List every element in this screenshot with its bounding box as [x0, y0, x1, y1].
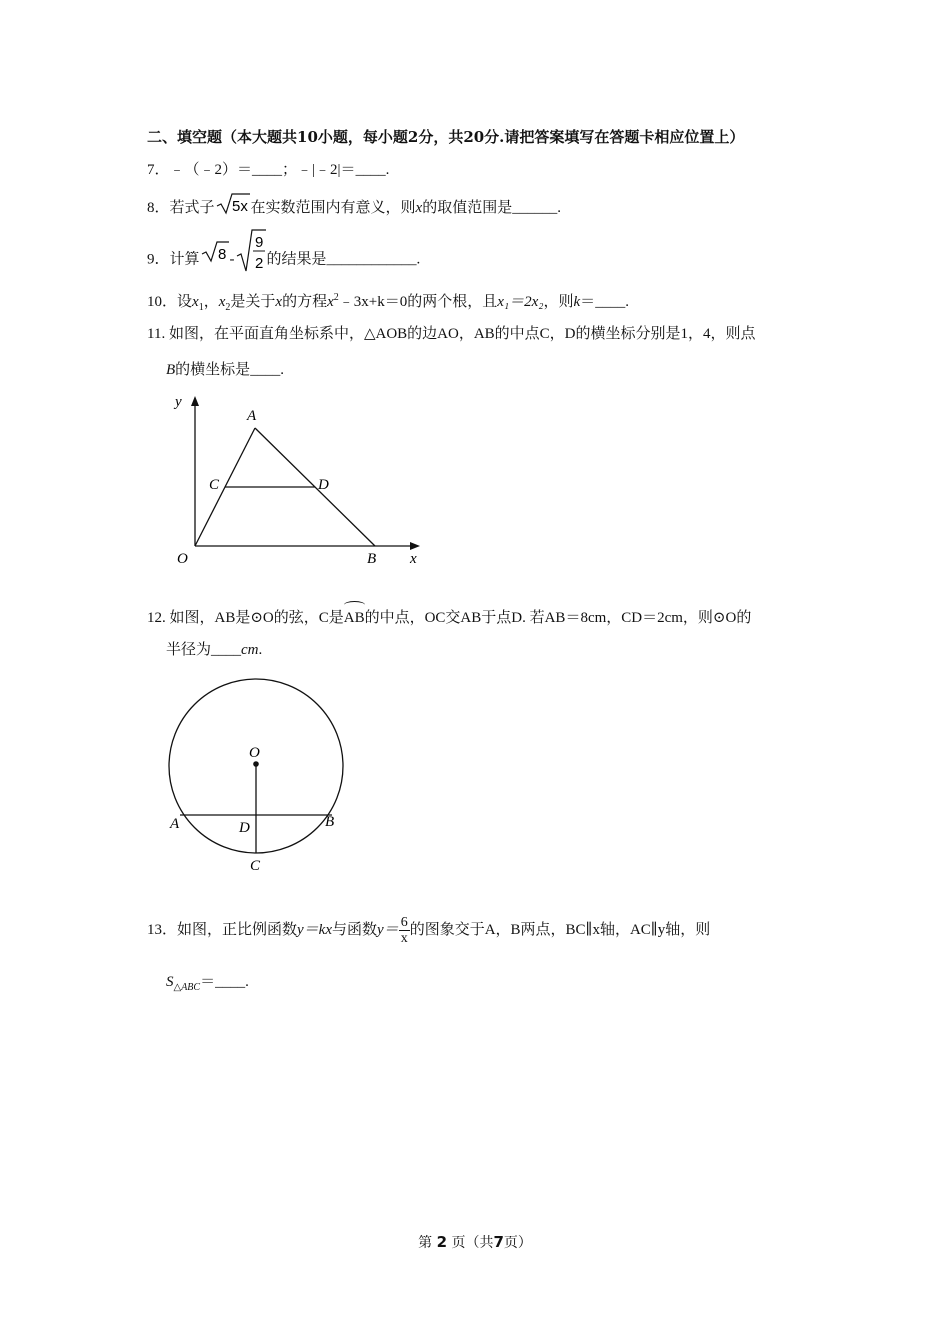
- q11-coordinate-figure: [165, 388, 435, 578]
- question-8: [147, 192, 561, 225]
- q10-end: .: [625, 294, 629, 310]
- section-heading: 二、填空题（本大题共10小题，每小题2分，共20分.请把答案填写在答题卡相应位置上）: [147, 128, 745, 146]
- q10-comma: ，: [203, 294, 219, 310]
- q10-text1: 是关于: [230, 294, 276, 310]
- q9-frac-den: 2: [254, 255, 263, 272]
- question-10: [147, 288, 629, 318]
- label-c: C: [209, 477, 220, 493]
- q13-frac-den: x: [400, 931, 408, 947]
- question-11-line2: [166, 360, 284, 380]
- q8-text2: 的取值范围是: [422, 199, 513, 216]
- question-7: [147, 160, 389, 180]
- q10-x1: x: [192, 294, 199, 310]
- label-b: B: [367, 551, 377, 567]
- q11-blank: ____: [250, 362, 281, 378]
- label-d: D: [318, 477, 329, 493]
- q13-eq: ＝: [200, 974, 216, 990]
- q7-end: .: [385, 162, 390, 178]
- label-o: O: [249, 745, 260, 761]
- q12-text2: 的中点，OC交AB于点D. 若AB＝8cm，CD＝2cm，则⊙O的: [364, 610, 752, 626]
- q7-expr1: ﹣（﹣2）＝: [169, 162, 253, 178]
- q13-text1: 13．如图，正比例函数: [147, 922, 298, 938]
- q13-text3: 的图象交于A，B两点，BC∥x轴，AC∥y轴，则: [409, 922, 711, 938]
- q12-unit: cm: [241, 642, 259, 658]
- sqrt-symbol-icon: [215, 192, 251, 216]
- footer-total-pages: 7: [493, 1233, 504, 1251]
- q9-text: 的结果是: [266, 251, 327, 268]
- q11-text: 的横坐标是: [175, 362, 251, 378]
- footer-text3: 页）: [503, 1235, 532, 1251]
- q11-end: .: [280, 362, 284, 378]
- footer-page-number: 2: [436, 1233, 447, 1251]
- q7-number: 7．: [147, 162, 170, 178]
- label-c: C: [250, 858, 261, 874]
- q13-blank: ____: [215, 974, 246, 990]
- q9-blank: ____________: [326, 251, 417, 268]
- label-d: D: [239, 820, 250, 836]
- q10-eq-x: x: [327, 294, 334, 310]
- y-axis-arrow-icon: [191, 396, 199, 406]
- q10-eq: ＝: [580, 294, 596, 310]
- question-12-line1: [147, 603, 751, 629]
- q13-func1: y＝kx: [297, 922, 332, 938]
- q9-end: .: [416, 251, 421, 268]
- q10-number: 10．设: [147, 294, 193, 310]
- q8-blank: ______: [512, 199, 558, 216]
- q13-func2: y＝: [377, 922, 399, 938]
- q13-frac-num: 6: [400, 915, 408, 931]
- q7-blank2: ____: [355, 162, 386, 178]
- label-a: A: [247, 408, 257, 424]
- q9-radicand: 8: [217, 246, 226, 263]
- q8-sqrt: [215, 192, 251, 225]
- q13-s-sub: △ABC: [173, 982, 201, 993]
- q9-minus: -: [229, 251, 235, 268]
- label-x: x: [410, 551, 417, 567]
- q10-x2: x: [218, 294, 226, 310]
- sqrt-symbol-icon: [235, 228, 267, 274]
- q10-sub1: 1: [198, 302, 204, 313]
- q10-var: x: [275, 294, 283, 310]
- q12-end: .: [258, 642, 263, 658]
- q10-text2: 的方程: [282, 294, 328, 310]
- sqrt-symbol-icon: [200, 240, 230, 264]
- question-11-line1: 11. 如图，在平面直角坐标系中，△AOB的边AO，AB的中点C，D的横坐标分别是1，4，则点: [147, 326, 756, 342]
- question-12-line2: [166, 640, 262, 660]
- footer-text2: 页（共: [451, 1235, 494, 1251]
- q11-var-b: B: [166, 362, 176, 378]
- q9-sqrt8: [200, 238, 230, 282]
- q7-sep: ；: [282, 162, 298, 178]
- q12-text1: 12. 如图，AB是⊙O的弦，C是: [147, 610, 344, 626]
- q12-blank: ____: [211, 642, 242, 658]
- q10-text4: ，则: [543, 294, 574, 310]
- q13-s: S: [166, 974, 174, 990]
- label-y: y: [175, 394, 182, 410]
- q10-sup: 2: [333, 292, 339, 303]
- label-a: A: [170, 816, 180, 832]
- q9-number: 9．计算: [147, 251, 200, 268]
- label-b: B: [325, 814, 335, 830]
- question-13-line2: [166, 972, 249, 998]
- x-axis-arrow-icon: [410, 542, 420, 550]
- q10-k: k: [573, 294, 581, 310]
- label-o: O: [177, 551, 188, 567]
- q13-text2: 与函数: [332, 922, 378, 938]
- q10-sub2: 2: [225, 302, 231, 313]
- q10-eq-rest: ﹣3x+k＝0: [338, 294, 408, 310]
- q13-fraction: [399, 915, 410, 946]
- question-13-line1: [147, 910, 710, 950]
- q10-text3: 的两个根，且: [407, 294, 498, 310]
- question-9: [147, 228, 420, 292]
- q12-circle-figure: [160, 670, 360, 880]
- q8-text1: 在实数范围内有意义，则: [250, 199, 416, 216]
- q10-relation: x₁＝2x₂: [497, 294, 544, 310]
- q8-number: 8．若式子: [147, 199, 215, 216]
- q8-var: x: [415, 199, 423, 216]
- q12-text3: 半径为: [166, 642, 212, 658]
- q8-end: .: [557, 199, 561, 216]
- q9-frac-num: 9: [254, 234, 263, 251]
- q13-end: .: [245, 974, 249, 990]
- q9-sqrt-frac: [235, 228, 267, 292]
- q10-blank: ____: [595, 294, 626, 310]
- center-point-icon: [253, 761, 259, 767]
- q12-arc-ab: AB: [344, 603, 365, 629]
- footer-text1: 第: [418, 1235, 433, 1251]
- q8-radicand: 5x: [231, 198, 248, 215]
- q7-blank1: ____: [252, 162, 283, 178]
- page-footer: [0, 1232, 950, 1252]
- q7-expr2: ﹣|﹣2|＝: [297, 162, 356, 178]
